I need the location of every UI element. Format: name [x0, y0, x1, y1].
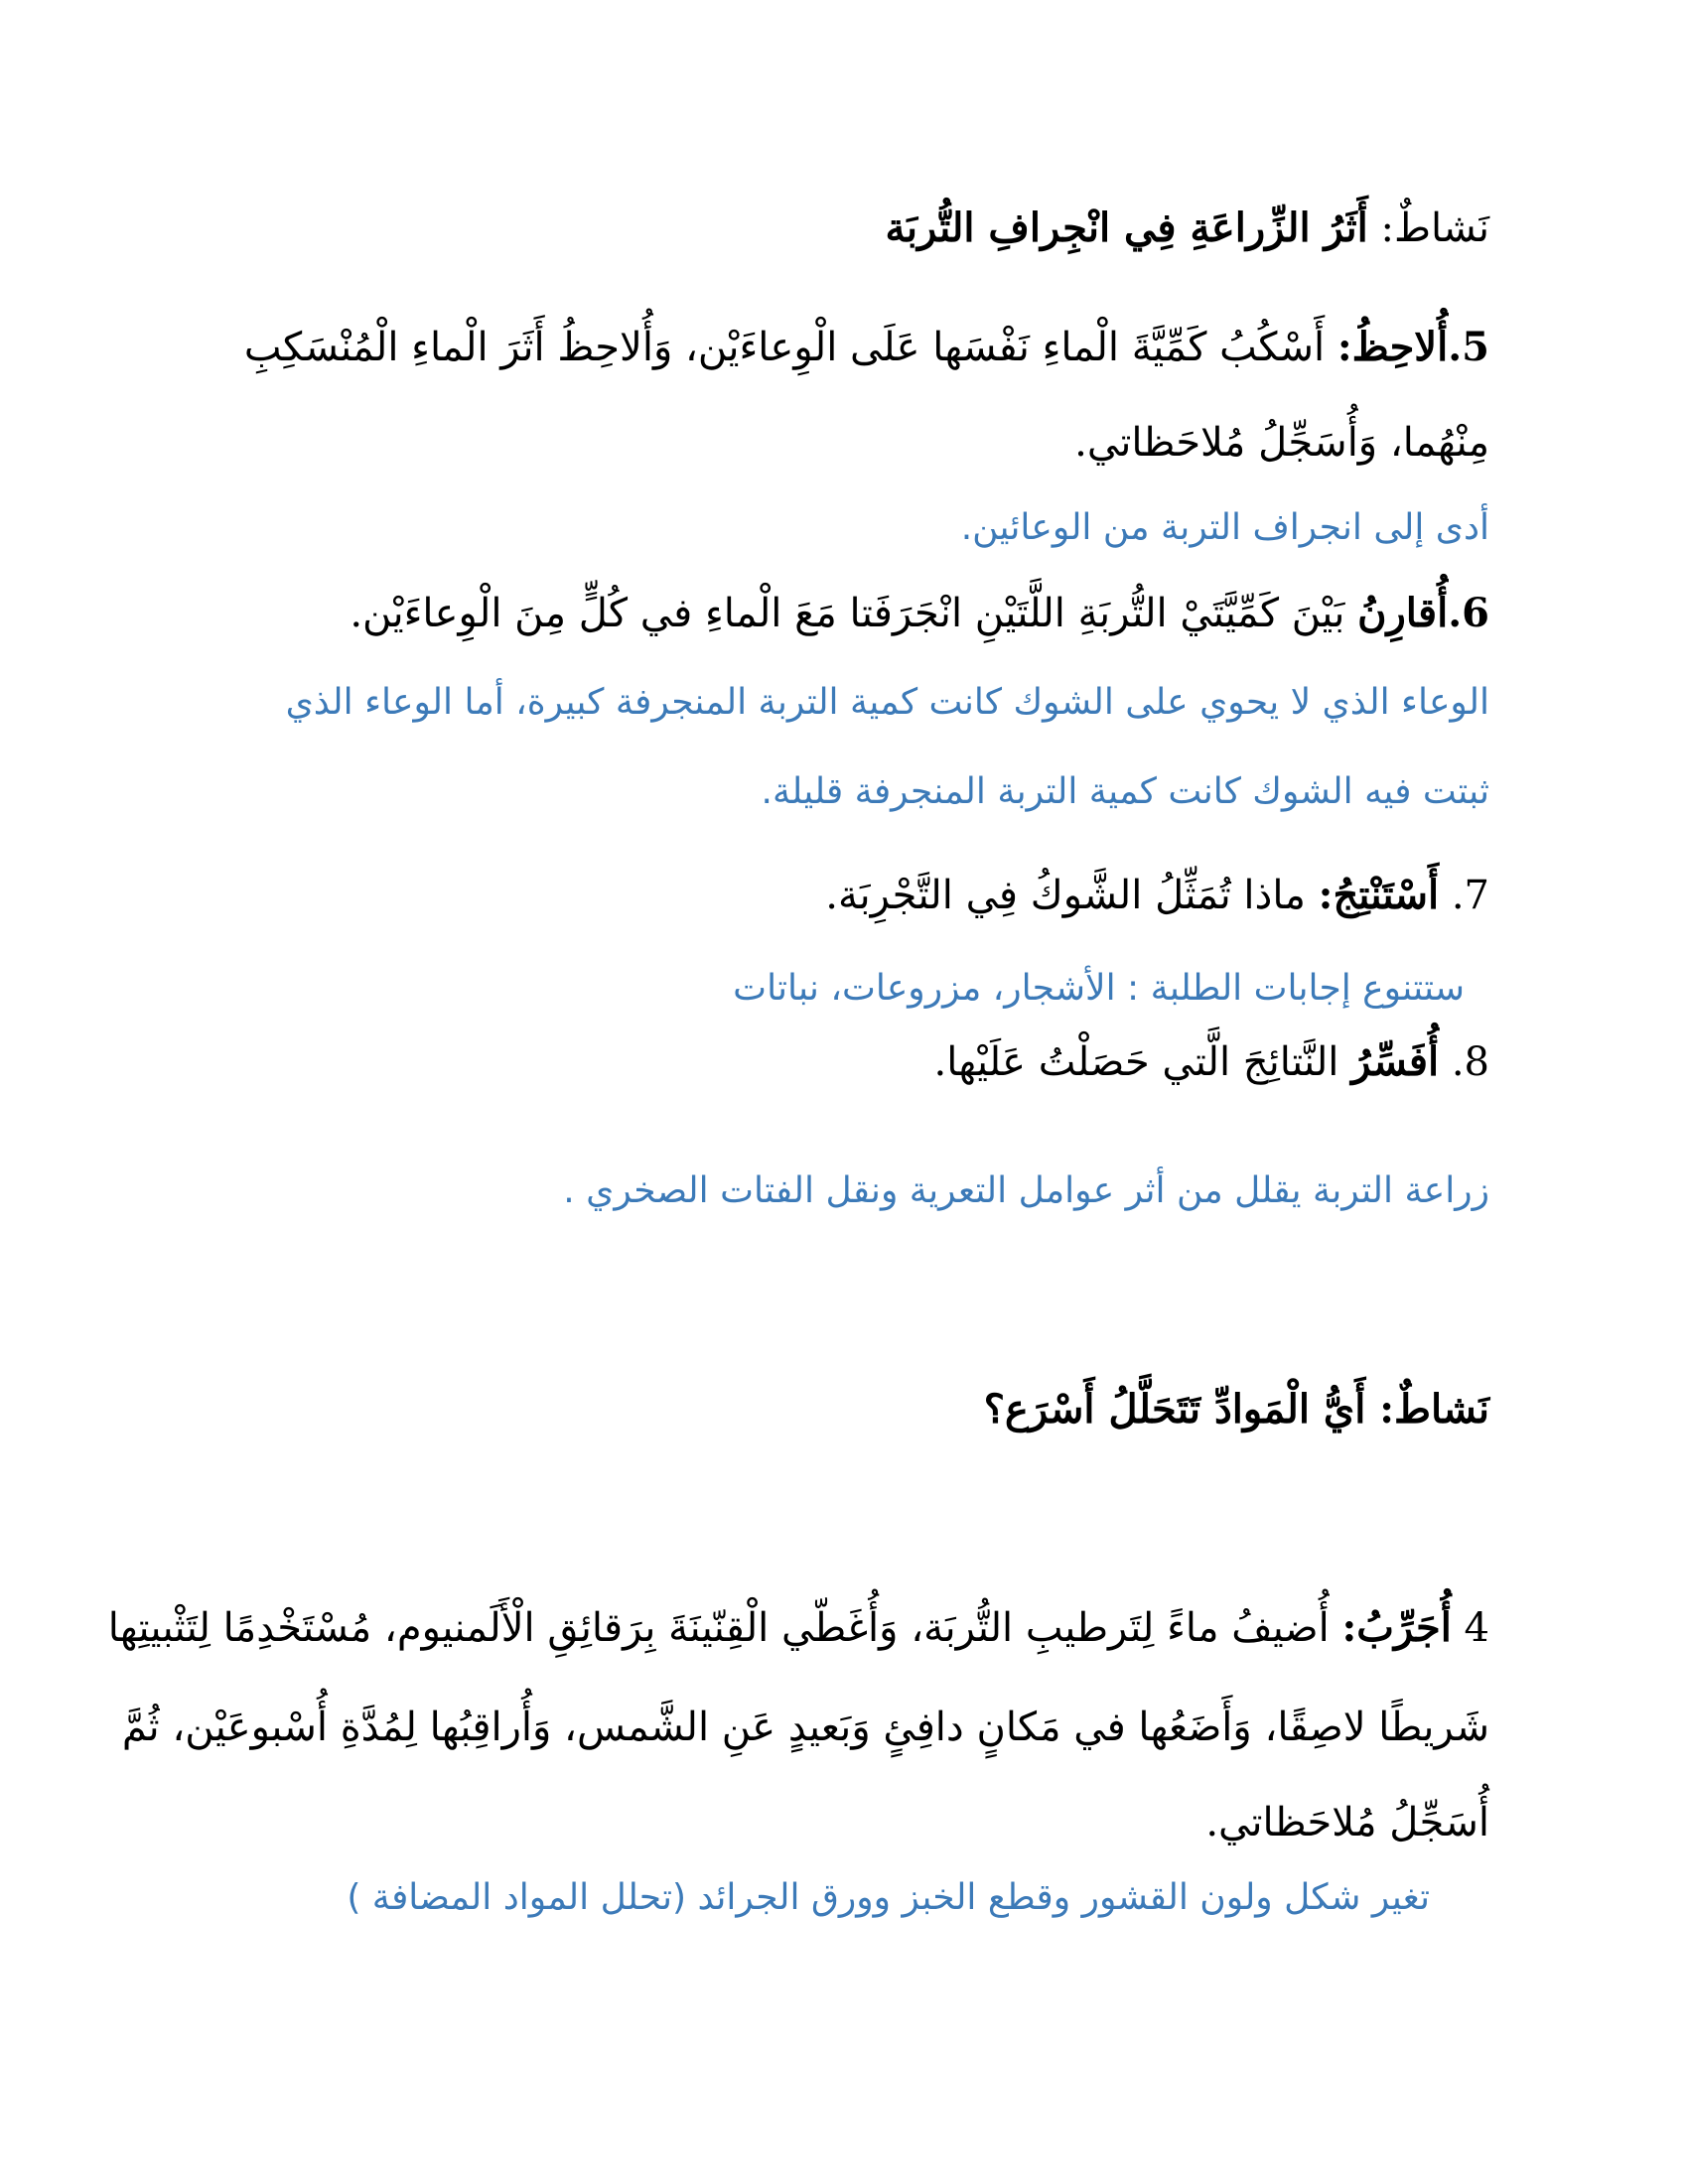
answer-text: أدى إلى انجراف التربة من الوعائين. [960, 507, 1489, 548]
question-4-line-2 [122, 1698, 1489, 1757]
question-text: بَيْنَ كَمِّيَّتَيْ التُّربَةِ اللَّتَيْنِ انْجَرَفَتا مَعَ الْماءِ في كُلٍّ مِنَ الْوِعاءَيْن. [350, 591, 1345, 636]
question-text: مِنْهُما، وَأُسَجِّلُ مُلاحَظاتي. [1074, 420, 1489, 466]
question-number: 6. [1448, 590, 1489, 636]
question-text: أُضيفُ ماءً لِتَرطيبِ التُّربَة، وَأُغَطّي الْقِنّينَةَ بِرَقائِقِ الْأَلَمنيوم، مُسْتَخْدِمًا لِتَثْبيتِها [107, 1605, 1330, 1651]
answer-text: تغير شكل ولون القشور وقطع الخبز وورق الجرائد (تحلل المواد المضافة ) [347, 1877, 1430, 1918]
question-4-line-3 [1205, 1793, 1489, 1852]
answer-text: زراعة التربة يقلل من أثر عوامل التعرية ونقل الفتات الصخري . [563, 1170, 1489, 1211]
question-verb: أُلاحِظُ: [1336, 324, 1449, 370]
question-text: ماذا تُمَثِّلُ الشَّوكُ فِي التَّجْرِبَة. [825, 873, 1306, 918]
answer-text: ستتنوع إجابات الطلبة : الأشجار، مزروعات، نباتات [733, 968, 1465, 1009]
question-text: شَريطًا لاصِقًا، وَأَضَعُها في مَكانٍ دافِئٍ وَبَعيدٍ عَنِ الشَّمس، وَأُراقِبُها لِمُدَّةِ أُسْبوعَيْن، ثُمَّ [121, 1705, 1489, 1750]
question-text: أَسْكُبُ كَمِّيَّةَ الْماءِ نَفْسَها عَلَى الْوِعاءَيْن، وَأُلاحِظُ أَثَرَ الْماءِ الْمُنْسَكِبِ [243, 325, 1326, 370]
question-4-line-1 [108, 1598, 1489, 1658]
activity-title [885, 199, 1489, 258]
question-verb: أُقارِنُ [1357, 590, 1449, 636]
question-number: 7. [1451, 873, 1489, 918]
question-number: 5. [1448, 324, 1489, 370]
question-number: 8. [1451, 1039, 1489, 1085]
question-verb: أُجَرِّبُ: [1341, 1604, 1452, 1651]
answer-6-line-1 [286, 673, 1489, 733]
answer-4 [347, 1868, 1430, 1928]
activity-label: نَشاطٌ: [1380, 205, 1489, 251]
question-5-line-2 [1074, 413, 1489, 473]
answer-8 [563, 1161, 1489, 1221]
question-5-line-1 [244, 318, 1489, 377]
question-7 [825, 866, 1489, 925]
answer-6-line-2 [762, 762, 1489, 822]
question-text: النَّتائِجَ الَّتي حَصَلْتُ عَلَيْها. [933, 1039, 1339, 1085]
activity-title-text: أَثَرُ الزِّراعَةِ فِي انْجِرافِ التُّربَة [885, 205, 1368, 251]
answer-7 [733, 959, 1465, 1019]
question-verb: أَسْتَنْتِجُ: [1318, 872, 1440, 918]
activity-2-title [984, 1380, 1489, 1439]
answer-5 [961, 498, 1489, 558]
answer-text: الوعاء الذي لا يحوي على الشوك كانت كمية التربة المنجرفة كبيرة، أما الوعاء الذي [285, 682, 1489, 723]
answer-text: ثبتت فيه الشوك كانت كمية التربة المنجرفة قليلة. [761, 771, 1489, 812]
activity-title-text: نَشاطٌ: أَيُّ الْمَوادِّ تَتَحَلَّلُ أَسْرَع؟ [983, 1386, 1489, 1433]
question-number: 4 [1464, 1605, 1489, 1651]
question-8 [934, 1032, 1490, 1092]
question-text: أُسَجِّلُ مُلاحَظاتي. [1205, 1800, 1489, 1845]
question-verb: أُفَسِّرُ [1351, 1038, 1440, 1085]
question-6 [350, 584, 1489, 643]
